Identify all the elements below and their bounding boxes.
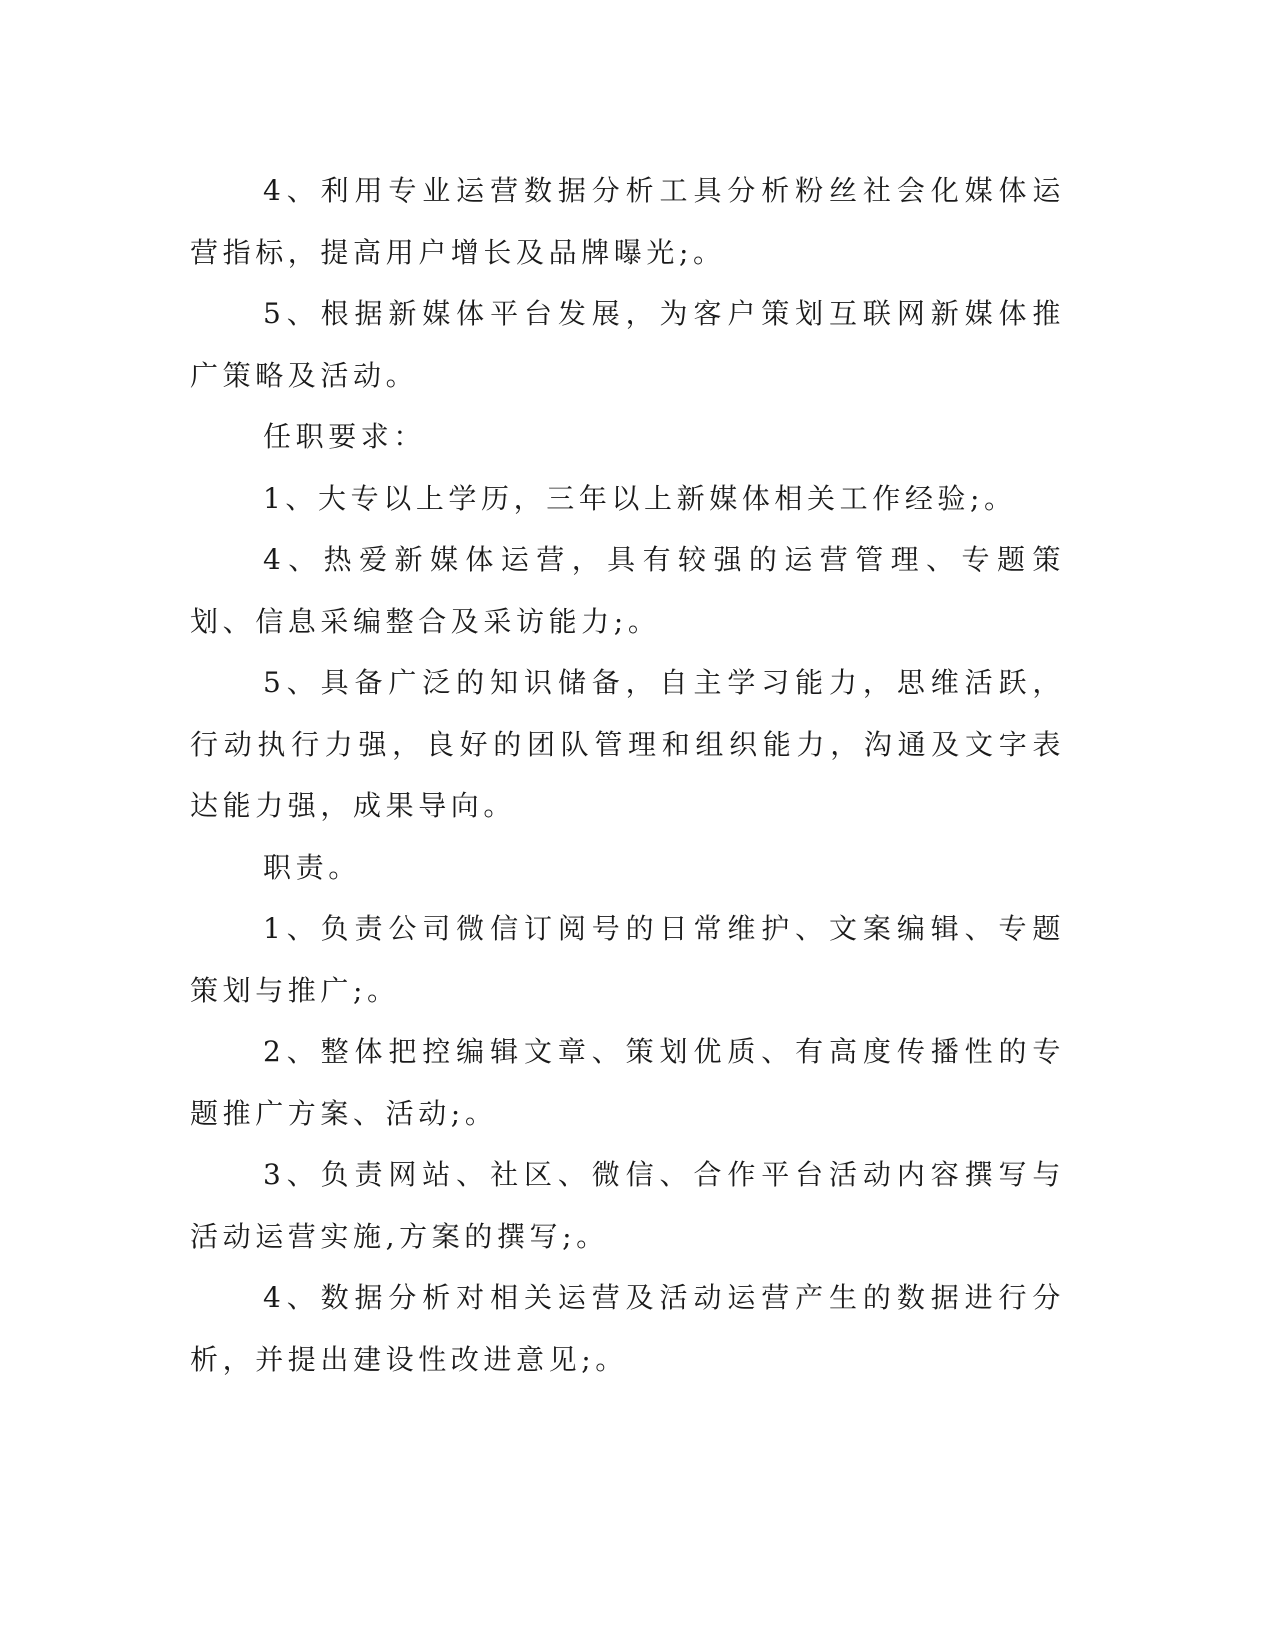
paragraph-knowledge: 5、具备广泛的知识储备，自主学习能力，思维活跃，行动执行力强，良好的团队管理和组织能力，沟通及文字表达能力强，成果导向。 xyxy=(190,666,1065,822)
paragraph-analysis-tools: 4、利用专业运营数据分析工具分析粉丝社会化媒体运营指标，提高用户增长及品牌曝光;。 xyxy=(190,174,1065,269)
heading-duties: 职责。 xyxy=(263,850,361,884)
paragraph-education: 1、大专以上学历，三年以上新媒体相关工作经验;。 xyxy=(263,481,1017,515)
paragraph-wechat-maintenance: 1、负责公司微信订阅号的日常维护、文案编辑、专题策划与推广;。 xyxy=(190,912,1065,1007)
paragraph-passion: 4、热爱新媒体运营，具有较强的运营管理、专题策划、信息采编整合及采访能力;。 xyxy=(190,543,1065,638)
heading-job-requirements: 任职要求： xyxy=(263,420,427,453)
paragraph-data-analysis: 4、数据分析对相关运营及活动运营产生的数据进行分析，并提出建设性改进意见;。 xyxy=(190,1281,1065,1376)
paragraph-editing-control: 2、整体把控编辑文章、策划优质、有高度传播性的专题推广方案、活动;。 xyxy=(190,1035,1065,1130)
paragraph-content-writing: 3、负责网站、社区、微信、合作平台活动内容撰写与活动运营实施,方案的撰写;。 xyxy=(190,1158,1065,1253)
document-body xyxy=(190,160,1065,1390)
paragraph-promotion-strategy: 5、根据新媒体平台发展，为客户策划互联网新媒体推广策略及活动。 xyxy=(190,297,1065,392)
